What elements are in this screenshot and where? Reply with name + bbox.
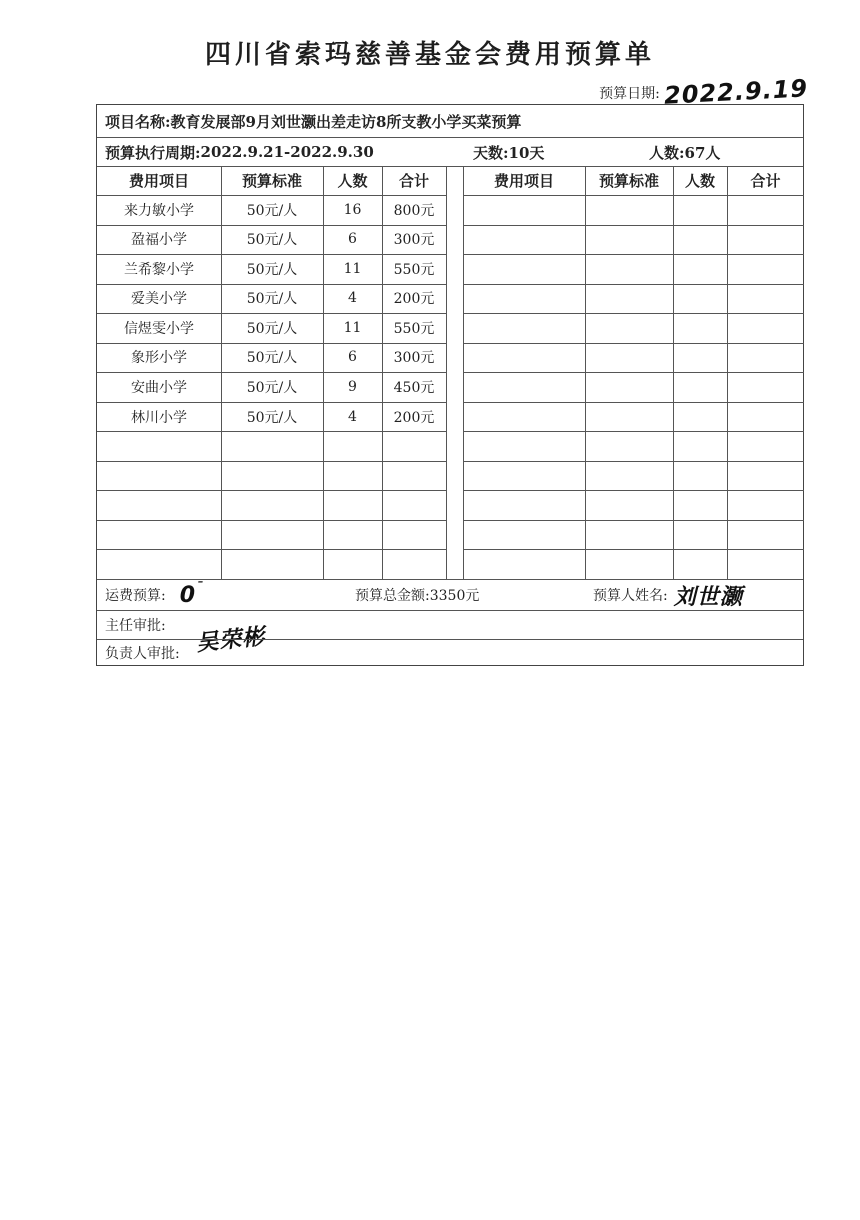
- period-row: [105, 138, 374, 166]
- freight-field: 运费预算: 0 ˉ: [105, 580, 205, 608]
- freight-value-handwritten: 0: [179, 582, 197, 608]
- total-label: 预算总金额:: [355, 588, 430, 604]
- row-2-col-total: 300元: [393, 232, 435, 249]
- row-5-col-standard: 50元/人: [246, 320, 298, 337]
- row-8-col-item: 林川小学: [131, 409, 187, 426]
- row-2-col-standard: 50元/人: [246, 232, 298, 249]
- right-header-col-standard: 预算标准: [598, 172, 659, 190]
- people-field: [649, 138, 720, 166]
- people-label: 人数:: [649, 143, 685, 162]
- row-6-col-item: 象形小学: [131, 350, 187, 367]
- row-5-col-item: 信煜雯小学: [124, 320, 194, 337]
- row-5-col-count: 11: [343, 319, 362, 336]
- row-7-col-item: 安曲小学: [131, 379, 187, 396]
- left-header-col-count: 人数: [337, 172, 368, 190]
- row-1-col-item: 来力敏小学: [124, 202, 194, 219]
- budget-date: [599, 74, 809, 110]
- right-header-col-count: 人数: [684, 172, 715, 190]
- budgeter-label: 预算人姓名:: [593, 588, 668, 604]
- row-1-col-standard: 50元/人: [246, 202, 298, 219]
- budget-form-table: [96, 104, 804, 666]
- row-3-col-standard: 50元/人: [246, 261, 298, 278]
- row-3-col-count: 11: [343, 260, 362, 277]
- row-2-col-item: 盈福小学: [131, 232, 187, 249]
- left-header-col-total: 合计: [398, 172, 429, 190]
- row-8-col-total: 200元: [393, 409, 435, 426]
- project-name-value: 教育发展部9月刘世灏出差走访8所支教小学买菜预算: [170, 112, 522, 131]
- director-approval-label: 主任审批:: [105, 618, 166, 634]
- people-value: 67人: [684, 143, 721, 162]
- row-3-col-total: 550元: [393, 261, 435, 278]
- row-1-col-count: 16: [343, 201, 362, 218]
- leader-approval-label: 负责人审批:: [105, 646, 180, 662]
- row-6-col-standard: 50元/人: [246, 350, 298, 367]
- row-3-col-item: 兰希黎小学: [124, 261, 194, 278]
- right-header-col-item: 费用项目: [493, 172, 554, 190]
- budget-date-label: 预算日期:: [599, 86, 660, 102]
- director-signature: 吴荣彬: [194, 623, 267, 657]
- budget-date-handwritten: 2022.9.19: [663, 74, 809, 110]
- row-6-col-total: 300元: [393, 350, 435, 367]
- row-8-col-count: 4: [348, 408, 357, 425]
- budgeter-field: [593, 580, 743, 610]
- row-5-col-total: 550元: [393, 320, 435, 337]
- days-label: 天数:: [473, 143, 509, 162]
- row-7-col-count: 9: [348, 378, 357, 395]
- project-name-row: [105, 105, 521, 137]
- left-header-col-item: 费用项目: [128, 172, 189, 190]
- form-title: 四川省索玛慈善基金会费用预算单: [204, 40, 655, 70]
- row-8-col-standard: 50元/人: [246, 409, 298, 426]
- row-2-col-count: 6: [348, 231, 357, 248]
- row-6-col-count: 6: [348, 349, 357, 366]
- left-header-col-standard: 预算标准: [241, 172, 302, 190]
- row-4-col-standard: 50元/人: [246, 291, 298, 308]
- row-4-col-total: 200元: [393, 291, 435, 308]
- row-1-col-total: 800元: [393, 202, 435, 219]
- total-field: [355, 580, 479, 610]
- leader-approval-field: [105, 640, 180, 666]
- period-label: 预算执行周期:: [105, 143, 201, 162]
- days-value: 10天: [508, 143, 545, 162]
- total-value: 3350元: [429, 588, 480, 604]
- row-7-col-total: 450元: [393, 379, 435, 396]
- freight-label: 运费预算:: [105, 588, 166, 604]
- right-header-col-total: 合计: [750, 172, 781, 190]
- days-field: [473, 138, 544, 166]
- row-7-col-standard: 50元/人: [246, 379, 298, 396]
- row-4-col-count: 4: [348, 290, 357, 307]
- row-4-col-item: 爱美小学: [131, 291, 187, 308]
- period-value: 2022.9.21-2022.9.30: [200, 143, 374, 161]
- budgeter-signature: 刘世灏: [673, 584, 743, 610]
- project-name-label: 项目名称:: [105, 112, 171, 131]
